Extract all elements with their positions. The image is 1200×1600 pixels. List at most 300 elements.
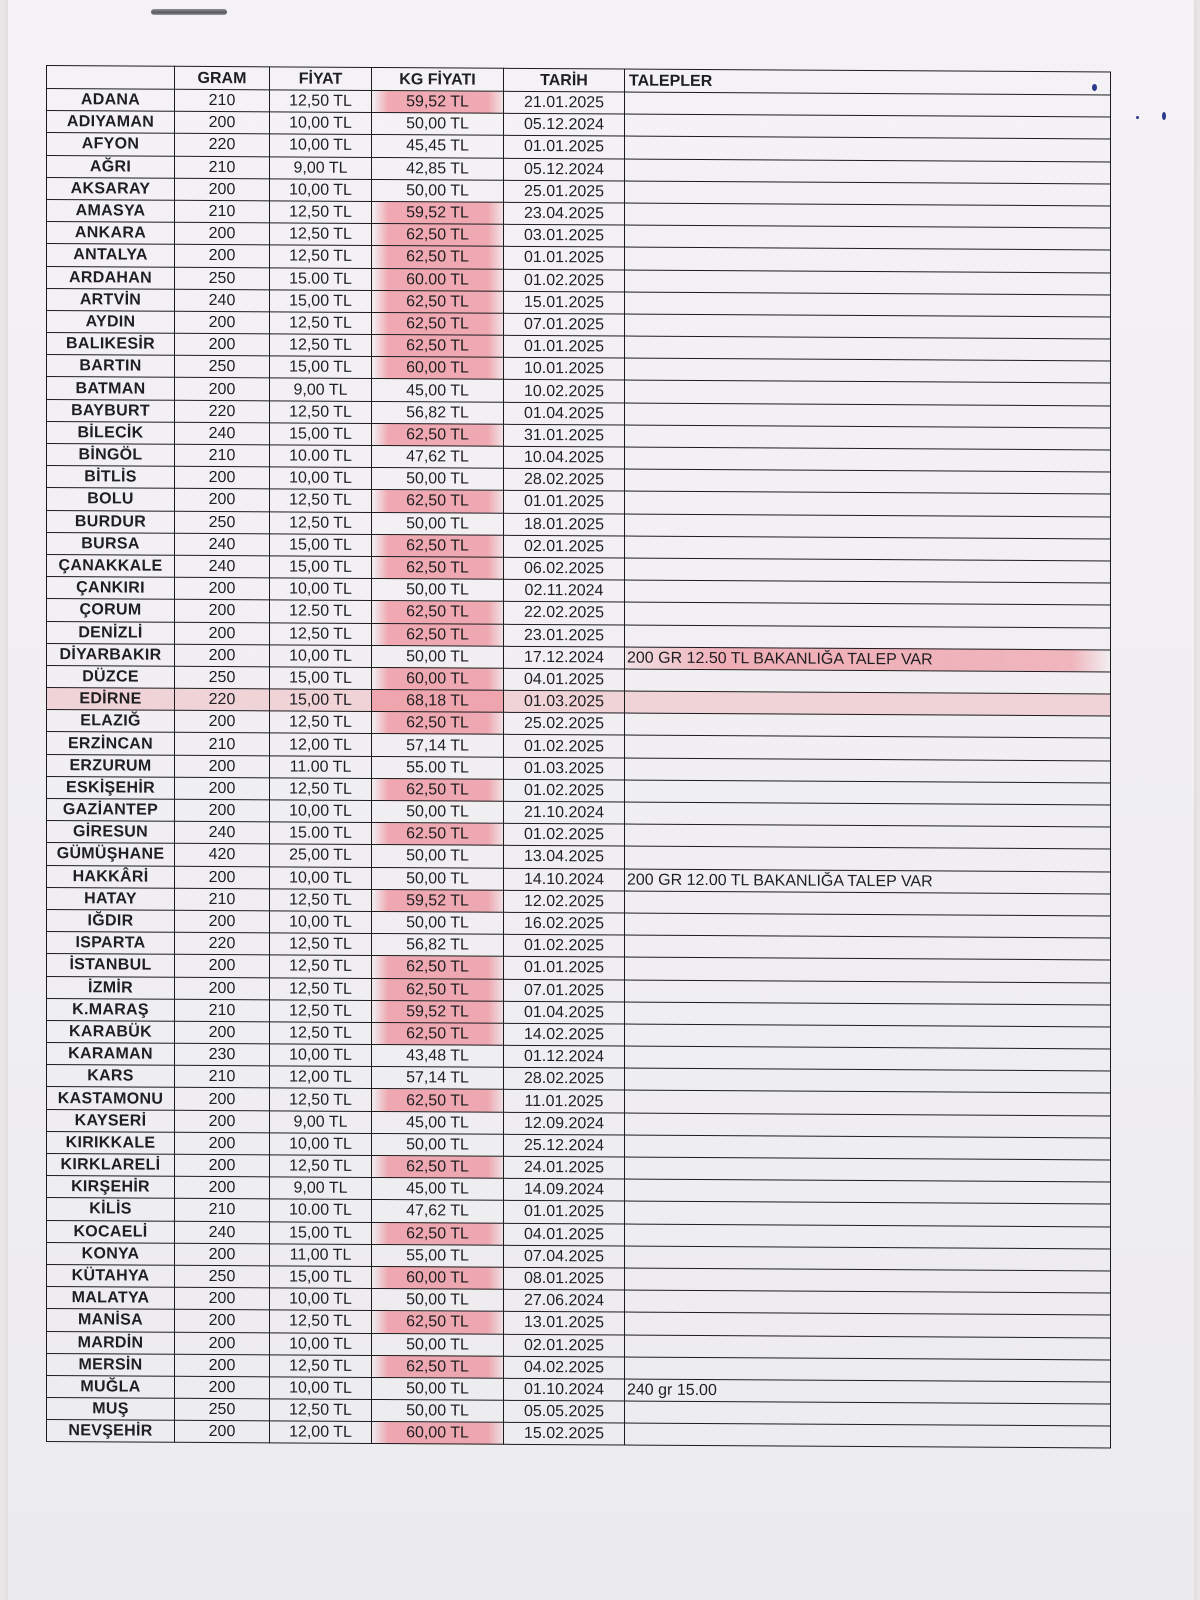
province-cell: DENİZLİ	[47, 621, 175, 644]
kg-price-cell: 62,50 TL	[372, 1022, 504, 1045]
date-cell: 01.03.2025	[504, 757, 625, 780]
province-cell: MUĞLA	[47, 1375, 175, 1398]
kg-price-cell: 62,50 TL	[372, 224, 504, 247]
request-cell	[625, 1024, 1111, 1049]
price-cell: 12,50 TL	[270, 933, 372, 956]
date-cell: 01.01.2025	[504, 1201, 625, 1224]
kg-price-cell: 59,52 TL	[372, 90, 504, 113]
price-cell: 12,50 TL	[270, 334, 372, 357]
request-cell: 240 gr 15.00	[625, 1379, 1111, 1404]
price-cell: 10,00 TL	[270, 112, 372, 135]
price-cell: 15,00 TL	[270, 556, 372, 579]
kg-price-cell: 50,00 TL	[372, 1400, 504, 1423]
price-cell: 15,00 TL	[270, 1221, 372, 1244]
kg-price-cell: 62,50 TL	[372, 1355, 504, 1378]
request-cell	[625, 1246, 1111, 1271]
date-cell: 02.01.2025	[504, 1334, 625, 1357]
kg-price-cell: 47,62 TL	[372, 445, 504, 468]
gram-cell: 200	[175, 977, 270, 1000]
date-cell: 13.01.2025	[504, 1312, 625, 1335]
kg-price-cell: 62,50 TL	[372, 490, 504, 513]
price-cell: 12,50 TL	[270, 778, 372, 801]
kg-price-cell: 50,00 TL	[372, 800, 504, 823]
kg-price-cell: 62,50 TL	[372, 1089, 504, 1112]
kg-price-cell: 59,52 TL	[372, 201, 504, 224]
request-cell: 200 GR 12.00 TL BAKANLIĞA TALEP VAR	[625, 869, 1111, 894]
price-cell: 15,00 TL	[270, 689, 372, 712]
gram-cell: 200	[175, 1310, 270, 1333]
price-cell: 12,50 TL	[270, 889, 372, 912]
request-cell	[625, 358, 1111, 383]
gram-cell: 250	[175, 1398, 270, 1421]
request-cell	[625, 935, 1111, 960]
gram-cell: 250	[175, 267, 270, 290]
province-cell: KOCAELİ	[47, 1220, 175, 1243]
date-cell: 27.06.2024	[504, 1289, 625, 1312]
kg-price-cell: 62.50 TL	[372, 823, 504, 846]
kg-price-cell: 43,48 TL	[372, 1045, 504, 1068]
kg-price-cell: 60,00 TL	[372, 357, 504, 380]
request-cell	[625, 846, 1111, 871]
price-cell: 15,00 TL	[270, 423, 372, 446]
province-cell: AMASYA	[47, 199, 175, 222]
kg-price-cell: 50,00 TL	[372, 179, 504, 202]
request-cell	[625, 1090, 1111, 1115]
price-cell: 11,00 TL	[270, 1244, 372, 1267]
kg-price-cell: 42,85 TL	[372, 157, 504, 180]
price-cell: 12,50 TL	[270, 1000, 372, 1023]
date-cell: 01.12.2024	[504, 1045, 625, 1068]
date-cell: 01.01.2025	[504, 247, 625, 270]
gram-cell: 200	[175, 1021, 270, 1044]
date-cell: 01.04.2025	[504, 1001, 625, 1024]
date-cell: 05.05.2025	[504, 1400, 625, 1423]
kg-price-cell: 62,50 TL	[372, 423, 504, 446]
kg-price-cell: 50,00 TL	[372, 113, 504, 136]
request-cell	[625, 669, 1111, 694]
price-cell: 12,50 TL	[270, 622, 372, 645]
province-cell: KAYSERİ	[47, 1109, 175, 1132]
price-cell: 12,50 TL	[270, 400, 372, 423]
price-cell: 12,00 TL	[270, 1421, 372, 1444]
kg-price-cell: 50,00 TL	[372, 512, 504, 535]
date-cell: 06.02.2025	[504, 557, 625, 580]
gram-cell: 210	[175, 444, 270, 467]
date-cell: 13.04.2025	[504, 846, 625, 869]
province-cell: ÇANAKKALE	[47, 554, 175, 577]
price-cell: 15.00 TL	[270, 822, 372, 845]
province-cell: BİTLİS	[47, 466, 175, 489]
province-cell: NEVŞEHİR	[47, 1420, 175, 1443]
price-cell: 12,50 TL	[270, 245, 372, 268]
province-cell: AFYON	[47, 133, 175, 156]
kg-price-cell: 62,50 TL	[372, 1311, 504, 1334]
date-cell: 01.02.2025	[504, 934, 625, 957]
date-cell: 14.10.2024	[504, 868, 625, 891]
date-cell: 04.01.2025	[504, 1223, 625, 1246]
kg-price-cell: 62,50 TL	[372, 956, 504, 979]
request-cell	[625, 1157, 1111, 1182]
request-cell	[625, 403, 1111, 428]
price-cell: 10,00 TL	[270, 1377, 372, 1400]
request-cell	[625, 1201, 1111, 1226]
kg-price-cell: 62,50 TL	[372, 1222, 504, 1245]
gram-cell: 200	[175, 777, 270, 800]
request-cell	[625, 824, 1111, 849]
price-cell: 12,50 TL	[270, 977, 372, 1000]
gram-cell: 200	[175, 178, 270, 201]
kg-price-cell: 50,00 TL	[372, 1133, 504, 1156]
date-cell: 07.01.2025	[504, 979, 625, 1002]
kg-price-cell: 55.00 TL	[372, 756, 504, 779]
request-cell	[625, 1224, 1111, 1249]
gram-cell: 210	[175, 1199, 270, 1222]
date-cell: 17.12.2024	[504, 646, 625, 669]
kg-price-cell: 45,00 TL	[372, 1178, 504, 1201]
gram-cell: 200	[175, 1332, 270, 1355]
province-cell: KÜTAHYA	[47, 1264, 175, 1287]
gram-cell: 240	[175, 555, 270, 578]
gram-cell: 200	[175, 1354, 270, 1377]
price-cell: 9,00 TL	[270, 1110, 372, 1133]
province-cell: KIRKLARELİ	[47, 1154, 175, 1177]
province-cell: AKSARAY	[47, 177, 175, 200]
date-cell: 02.01.2025	[504, 535, 625, 558]
price-cell: 11.00 TL	[270, 755, 372, 778]
gram-cell: 200	[175, 466, 270, 489]
request-cell	[625, 1002, 1111, 1027]
date-cell: 22.02.2025	[504, 602, 625, 625]
header-talepler: TALEPLER	[625, 69, 1111, 95]
price-cell: 15,00 TL	[270, 667, 372, 690]
date-cell: 11.01.2025	[504, 1090, 625, 1113]
province-cell: KIRŞEHİR	[47, 1176, 175, 1199]
kg-price-cell: 56,82 TL	[372, 934, 504, 957]
province-cell: BATMAN	[47, 377, 175, 400]
request-cell	[625, 1290, 1111, 1315]
request-cell	[625, 1312, 1111, 1337]
request-cell	[625, 1423, 1111, 1448]
request-cell	[625, 758, 1111, 783]
price-cell: 10,00 TL	[270, 1133, 372, 1156]
price-cell: 10,00 TL	[270, 800, 372, 823]
date-cell: 18.01.2025	[504, 513, 625, 536]
province-cell: KİLİS	[47, 1198, 175, 1221]
kg-price-cell: 45,00 TL	[372, 1111, 504, 1134]
table-body	[47, 89, 1111, 1449]
price-cell: 15.00 TL	[270, 267, 372, 290]
date-cell: 25.02.2025	[504, 713, 625, 736]
province-cell: İSTANBUL	[47, 954, 175, 977]
date-cell: 04.01.2025	[504, 668, 625, 691]
date-cell: 07.04.2025	[504, 1245, 625, 1268]
province-cell: ARDAHAN	[47, 266, 175, 289]
province-cell: AYDIN	[47, 310, 175, 333]
request-cell	[625, 292, 1111, 317]
price-cell: 10,00 TL	[270, 467, 372, 490]
date-cell: 15.02.2025	[504, 1423, 625, 1446]
price-cell: 15,00 TL	[270, 1266, 372, 1289]
province-cell: ISPARTA	[47, 932, 175, 955]
price-cell: 10,00 TL	[270, 866, 372, 889]
province-cell: BİLECİK	[47, 421, 175, 444]
date-cell: 01.03.2025	[504, 690, 625, 713]
price-cell: 15,00 TL	[270, 290, 372, 313]
price-cell: 10,00 TL	[270, 1288, 372, 1311]
request-cell	[625, 780, 1111, 805]
gram-cell: 220	[175, 932, 270, 955]
date-cell: 01.01.2025	[504, 957, 625, 980]
date-cell: 01.04.2025	[504, 402, 625, 425]
date-cell: 25.01.2025	[504, 180, 625, 203]
gram-cell: 420	[175, 844, 270, 867]
date-cell: 14.09.2024	[504, 1178, 625, 1201]
date-cell: 31.01.2025	[504, 424, 625, 447]
request-cell	[625, 1046, 1111, 1071]
gram-cell: 220	[175, 400, 270, 423]
province-cell: KARS	[47, 1065, 175, 1088]
province-cell: GÜMÜŞHANE	[47, 843, 175, 866]
kg-price-cell: 59,52 TL	[372, 889, 504, 912]
request-cell	[625, 247, 1111, 272]
province-cell: KARAMAN	[47, 1043, 175, 1066]
price-cell: 25,00 TL	[270, 844, 372, 867]
date-cell: 01.02.2025	[504, 823, 625, 846]
province-cell: KONYA	[47, 1242, 175, 1265]
request-cell	[625, 514, 1111, 539]
province-cell: EDİRNE	[47, 688, 175, 711]
gram-cell: 200	[175, 866, 270, 889]
kg-price-cell: 60,00 TL	[372, 667, 504, 690]
gram-cell: 200	[175, 222, 270, 245]
kg-price-cell: 50,00 TL	[372, 911, 504, 934]
request-cell	[625, 691, 1111, 716]
date-cell: 02.11.2024	[504, 579, 625, 602]
kg-price-cell: 62,50 TL	[372, 312, 504, 335]
request-cell	[625, 1113, 1111, 1138]
request-cell	[625, 1068, 1111, 1093]
request-cell	[625, 957, 1111, 982]
request-cell	[625, 469, 1111, 494]
date-cell: 12.09.2024	[504, 1112, 625, 1135]
request-cell	[625, 225, 1111, 250]
kg-price-cell: 59,52 TL	[372, 1000, 504, 1023]
gram-cell: 250	[175, 1265, 270, 1288]
request-cell	[625, 92, 1111, 117]
date-cell: 01.01.2025	[504, 335, 625, 358]
date-cell: 23.01.2025	[504, 624, 625, 647]
date-cell: 28.02.2025	[504, 1068, 625, 1091]
kg-price-cell: 56,82 TL	[372, 401, 504, 424]
date-cell: 01.02.2025	[504, 735, 625, 758]
price-cell: 10,00 TL	[270, 1332, 372, 1355]
gram-cell: 200	[175, 1376, 270, 1399]
date-cell: 05.12.2024	[504, 158, 625, 181]
province-cell: K.MARAŞ	[47, 998, 175, 1021]
province-cell: MERSİN	[47, 1353, 175, 1376]
province-cell: AĞRI	[47, 155, 175, 178]
price-cell: 10,00 TL	[270, 1044, 372, 1067]
gram-cell: 240	[175, 1221, 270, 1244]
kg-price-cell: 62,50 TL	[372, 623, 504, 646]
request-cell	[625, 802, 1111, 827]
request-cell	[625, 380, 1111, 405]
date-cell: 28.02.2025	[504, 468, 625, 491]
kg-price-cell: 50,00 TL	[372, 1333, 504, 1356]
gram-cell: 200	[175, 1132, 270, 1155]
gram-cell: 200	[175, 622, 270, 645]
price-cell: 10,00 TL	[270, 134, 372, 157]
paper-sheet	[8, 0, 1194, 1600]
price-cell: 10,00 TL	[270, 578, 372, 601]
date-cell: 21.01.2025	[504, 91, 625, 114]
gram-cell: 210	[175, 200, 270, 223]
gram-cell: 200	[175, 910, 270, 933]
province-cell: MARDİN	[47, 1331, 175, 1354]
kg-price-cell: 50,00 TL	[372, 579, 504, 602]
price-cell: 9,00 TL	[270, 1177, 372, 1200]
province-cell: ÇANKIRI	[47, 577, 175, 600]
gram-cell: 200	[175, 644, 270, 667]
price-cell: 12,50 TL	[270, 90, 372, 113]
request-cell	[625, 1335, 1111, 1360]
date-cell: 05.12.2024	[504, 113, 625, 136]
province-cell: BALIKESİR	[47, 333, 175, 356]
price-cell: 10,00 TL	[270, 179, 372, 202]
gram-cell: 200	[175, 755, 270, 778]
gram-cell: 200	[175, 955, 270, 978]
price-cell: 15,00 TL	[270, 356, 372, 379]
gram-cell: 200	[175, 799, 270, 822]
province-cell: BİNGÖL	[47, 444, 175, 467]
gram-cell: 240	[175, 289, 270, 312]
kg-price-cell: 50,00 TL	[372, 1377, 504, 1400]
province-cell: DÜZCE	[47, 665, 175, 688]
price-cell: 12,50 TL	[270, 312, 372, 335]
request-cell: 200 GR 12.50 TL BAKANLIĞA TALEP VAR	[625, 647, 1111, 672]
price-cell: 12,50 TL	[270, 1399, 372, 1422]
request-cell	[625, 1179, 1111, 1204]
price-cell: 12,50 TL	[270, 489, 372, 512]
gram-cell: 240	[175, 533, 270, 556]
province-cell: ADIYAMAN	[47, 111, 175, 134]
gram-cell: 210	[175, 888, 270, 911]
gram-cell: 210	[175, 1066, 270, 1089]
price-cell: 12,50 TL	[270, 511, 372, 534]
province-cell: BURDUR	[47, 510, 175, 533]
kg-price-cell: 50,00 TL	[372, 845, 504, 868]
price-cell: 12,50 TL	[270, 1155, 372, 1178]
province-cell: BOLU	[47, 488, 175, 511]
date-cell: 14.02.2025	[504, 1023, 625, 1046]
request-cell	[625, 735, 1111, 760]
gram-cell: 200	[175, 1088, 270, 1111]
staple	[151, 9, 227, 15]
request-cell	[625, 602, 1111, 627]
price-cell: 12,50 TL	[270, 223, 372, 246]
province-cell: GİRESUN	[47, 821, 175, 844]
province-cell: ERZURUM	[47, 754, 175, 777]
kg-price-cell: 62,50 TL	[372, 534, 504, 557]
gram-cell: 200	[175, 1176, 270, 1199]
price-cell: 15,00 TL	[270, 534, 372, 557]
request-cell	[625, 625, 1111, 650]
province-cell: ÇORUM	[47, 599, 175, 622]
kg-price-cell: 62,50 TL	[372, 978, 504, 1001]
province-cell: ESKİŞEHİR	[47, 776, 175, 799]
request-cell	[625, 1401, 1111, 1426]
province-cell: DİYARBAKIR	[47, 643, 175, 666]
province-cell: BURSA	[47, 532, 175, 555]
kg-price-cell: 45,00 TL	[372, 379, 504, 402]
kg-price-cell: 68,18 TL	[372, 690, 504, 713]
kg-price-cell: 62,50 TL	[372, 335, 504, 358]
date-cell: 16.02.2025	[504, 912, 625, 935]
province-cell: HAKKÂRİ	[47, 865, 175, 888]
kg-price-cell: 62,50 TL	[372, 778, 504, 801]
price-cell: 12,50 TL	[270, 711, 372, 734]
province-cell: MUŞ	[47, 1398, 175, 1421]
kg-price-cell: 62,50 TL	[372, 246, 504, 269]
request-cell	[625, 536, 1111, 561]
gram-cell: 200	[175, 245, 270, 268]
date-cell: 01.02.2025	[504, 269, 625, 292]
kg-price-cell: 50,00 TL	[372, 867, 504, 890]
kg-price-cell: 55,00 TL	[372, 1244, 504, 1267]
request-cell	[625, 425, 1111, 450]
date-cell: 04.02.2025	[504, 1356, 625, 1379]
kg-price-cell: 45,45 TL	[372, 135, 504, 158]
gram-cell: 250	[175, 511, 270, 534]
gram-cell: 230	[175, 1043, 270, 1066]
kg-price-cell: 62,50 TL	[372, 601, 504, 624]
header-kg-fiyati: KG FİYATI	[372, 67, 504, 91]
province-cell: BAYBURT	[47, 399, 175, 422]
date-cell: 01.01.2025	[504, 136, 625, 159]
gram-cell: 200	[175, 577, 270, 600]
gram-cell: 220	[175, 134, 270, 157]
gram-cell: 210	[175, 999, 270, 1022]
date-cell: 10.04.2025	[504, 446, 625, 469]
price-cell: 12,50 TL	[270, 1310, 372, 1333]
bread-price-table	[46, 65, 1111, 1449]
province-cell: ERZİNCAN	[47, 732, 175, 755]
request-cell	[625, 1357, 1111, 1382]
request-cell	[625, 114, 1111, 139]
date-cell: 15.01.2025	[504, 291, 625, 314]
header-tarih: TARİH	[504, 68, 625, 92]
kg-price-cell: 60,00 TL	[372, 1422, 504, 1445]
price-cell: 12,00 TL	[270, 1066, 372, 1089]
request-cell	[625, 447, 1111, 472]
kg-price-cell: 60.00 TL	[372, 268, 504, 291]
date-cell: 25.12.2024	[504, 1134, 625, 1157]
kg-price-cell: 47,62 TL	[372, 1200, 504, 1223]
price-cell: 12,50 TL	[270, 201, 372, 224]
province-cell: ADANA	[47, 89, 175, 112]
price-cell: 12,50 TL	[270, 1088, 372, 1111]
kg-price-cell: 50,00 TL	[372, 1289, 504, 1312]
kg-price-cell: 62,50 TL	[372, 290, 504, 313]
gram-cell: 240	[175, 821, 270, 844]
gram-cell: 200	[175, 1154, 270, 1177]
price-cell: 9,00 TL	[270, 378, 372, 401]
gram-cell: 210	[175, 156, 270, 179]
date-cell: 24.01.2025	[504, 1156, 625, 1179]
request-cell	[625, 181, 1111, 206]
date-cell: 01.01.2025	[504, 491, 625, 514]
kg-price-cell: 57,14 TL	[372, 734, 504, 757]
